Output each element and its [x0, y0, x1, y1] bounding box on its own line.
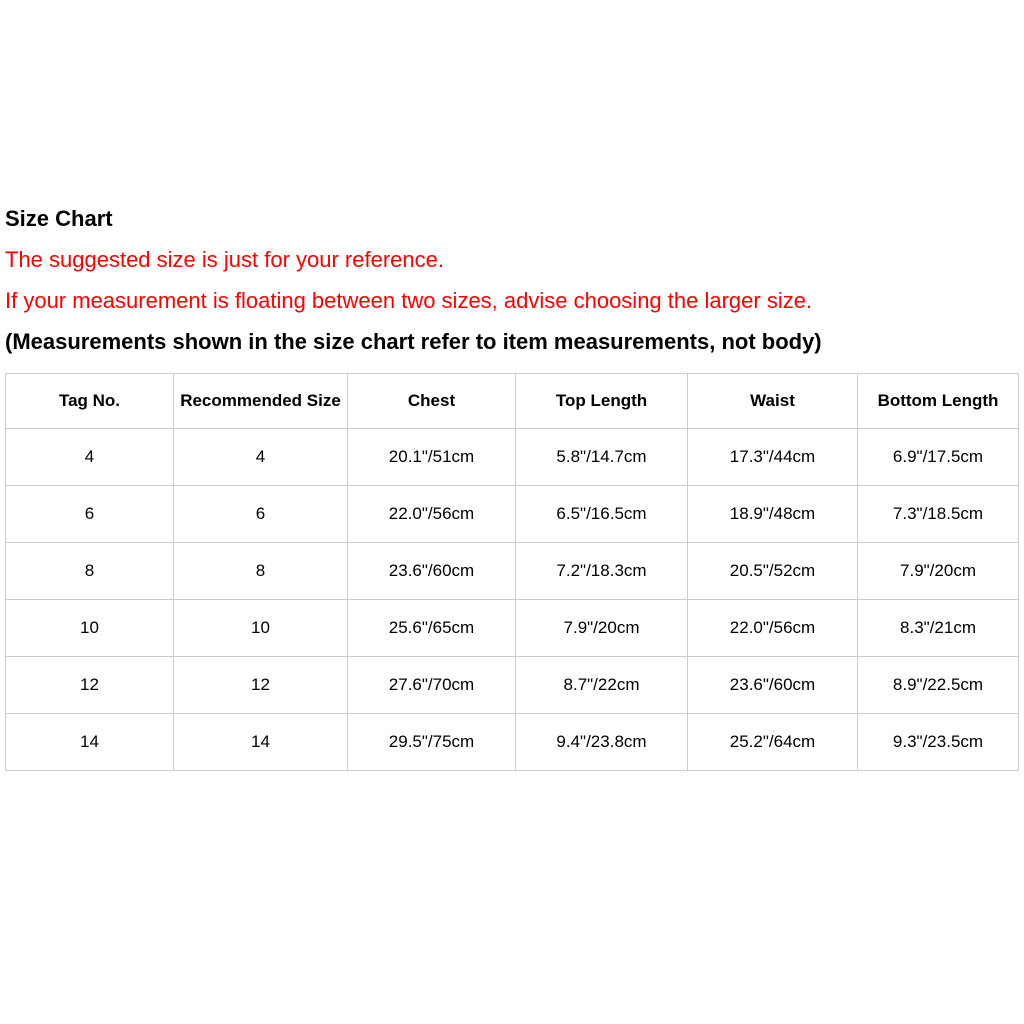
table-cell: 8 — [6, 543, 174, 600]
note-item-measurements: (Measurements shown in the size chart refer to item measurements, not body) — [5, 329, 822, 354]
column-header-tag-no: Tag No. — [6, 374, 174, 429]
table-cell: 10 — [6, 600, 174, 657]
column-header-top-length: Top Length — [516, 374, 688, 429]
table-cell: 9.4"/23.8cm — [516, 714, 688, 771]
table-cell: 6 — [6, 486, 174, 543]
table-cell: 7.3"/18.5cm — [858, 486, 1019, 543]
table-cell: 7.9"/20cm — [516, 600, 688, 657]
table-row — [6, 429, 1019, 486]
table-cell: 20.1"/51cm — [348, 429, 516, 486]
table-cell: 23.6"/60cm — [688, 657, 858, 714]
table-row — [6, 714, 1019, 771]
table-cell: 6.5"/16.5cm — [516, 486, 688, 543]
table-cell: 9.3"/23.5cm — [858, 714, 1019, 771]
table-cell: 17.3"/44cm — [688, 429, 858, 486]
table-cell: 29.5"/75cm — [348, 714, 516, 771]
table-cell: 27.6"/70cm — [348, 657, 516, 714]
table-cell: 25.6"/65cm — [348, 600, 516, 657]
table-row — [6, 600, 1019, 657]
table-cell: 20.5"/52cm — [688, 543, 858, 600]
table-cell: 8.9"/22.5cm — [858, 657, 1019, 714]
table-cell: 10 — [174, 600, 348, 657]
table-row — [6, 543, 1019, 600]
table-cell: 18.9"/48cm — [688, 486, 858, 543]
table-cell: 14 — [6, 714, 174, 771]
note-reference: The suggested size is just for your reference. — [5, 247, 444, 272]
table-cell: 6.9"/17.5cm — [858, 429, 1019, 486]
table-row — [6, 657, 1019, 714]
column-header-recommended-size: Recommended Size — [174, 374, 348, 429]
table-cell: 8.7"/22cm — [516, 657, 688, 714]
table-cell: 6 — [174, 486, 348, 543]
table-cell: 22.0"/56cm — [688, 600, 858, 657]
table-cell: 5.8"/14.7cm — [516, 429, 688, 486]
table-cell: 7.9"/20cm — [858, 543, 1019, 600]
table-cell: 4 — [174, 429, 348, 486]
table-cell: 8.3"/21cm — [858, 600, 1019, 657]
table-cell: 22.0"/56cm — [348, 486, 516, 543]
table-cell: 25.2"/64cm — [688, 714, 858, 771]
table-cell: 12 — [174, 657, 348, 714]
column-header-chest: Chest — [348, 374, 516, 429]
table-cell: 4 — [6, 429, 174, 486]
note-between-sizes: If your measurement is floating between two sizes, advise choosing the larger size. — [5, 288, 813, 313]
table-cell: 14 — [174, 714, 348, 771]
table-row — [6, 486, 1019, 543]
table-cell: 23.6"/60cm — [348, 543, 516, 600]
table-header-row — [6, 374, 1019, 429]
column-header-waist: Waist — [688, 374, 858, 429]
size-chart-table — [5, 373, 1019, 771]
table-cell: 12 — [6, 657, 174, 714]
table-cell: 7.2"/18.3cm — [516, 543, 688, 600]
table-cell: 8 — [174, 543, 348, 600]
page-title: Size Chart — [5, 206, 113, 231]
column-header-bottom-length: Bottom Length — [858, 374, 1019, 429]
